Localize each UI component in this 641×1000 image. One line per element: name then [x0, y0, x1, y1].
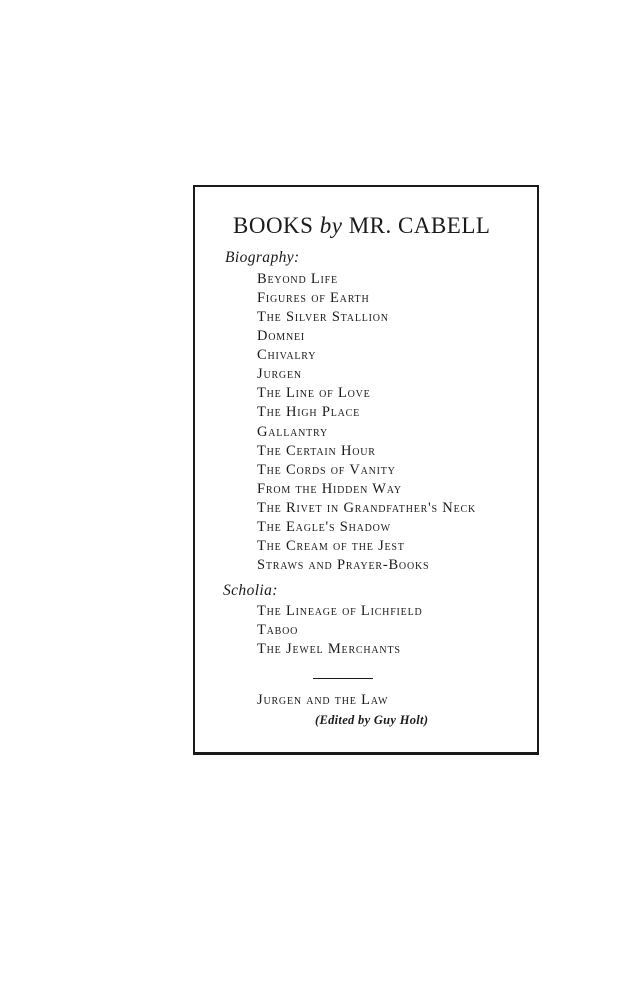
list-item: The Lineage of Lichfield: [257, 603, 423, 619]
list-item: The Jewel Merchants: [257, 641, 401, 658]
list-item: Chivalry: [257, 347, 317, 364]
list-item: Taboo: [257, 622, 299, 639]
list-item: Figures of Earth: [257, 290, 370, 307]
list-item: Jurgen: [257, 366, 302, 383]
section-divider: [313, 678, 373, 679]
title-suffix: MR. CABELL: [348, 213, 491, 238]
list-item: The Rivet in Grandfather's Neck: [257, 499, 476, 516]
page-title: [233, 213, 490, 239]
list-item: The High Place: [257, 404, 361, 421]
list-item: The Certain Hour: [257, 442, 376, 459]
list-item: From the Hidden Way: [257, 480, 402, 497]
editor-note: (Edited by Guy Holt): [315, 713, 429, 727]
list-item: Domnei: [257, 328, 306, 345]
list-item: The Line of Love: [257, 385, 371, 402]
title-prefix: BOOKS: [233, 213, 314, 238]
list-item: Beyond Life: [257, 271, 338, 287]
section-label-biography: Biography:: [225, 249, 300, 266]
list-item: The Eagle's Shadow: [257, 518, 391, 535]
list-item: The Silver Stallion: [257, 309, 389, 326]
section-label-scholia: Scholia:: [223, 582, 278, 599]
title-by: by: [319, 213, 343, 238]
biography-list: [257, 270, 476, 575]
list-item: Gallantry: [257, 423, 329, 440]
scholia-list: [257, 602, 423, 659]
extra-title: Jurgen and the Law: [257, 692, 389, 708]
list-item: The Cords of Vanity: [257, 461, 396, 478]
list-item: The Cream of the Jest: [257, 537, 405, 554]
list-item: Straws and Prayer-Books: [257, 556, 430, 573]
